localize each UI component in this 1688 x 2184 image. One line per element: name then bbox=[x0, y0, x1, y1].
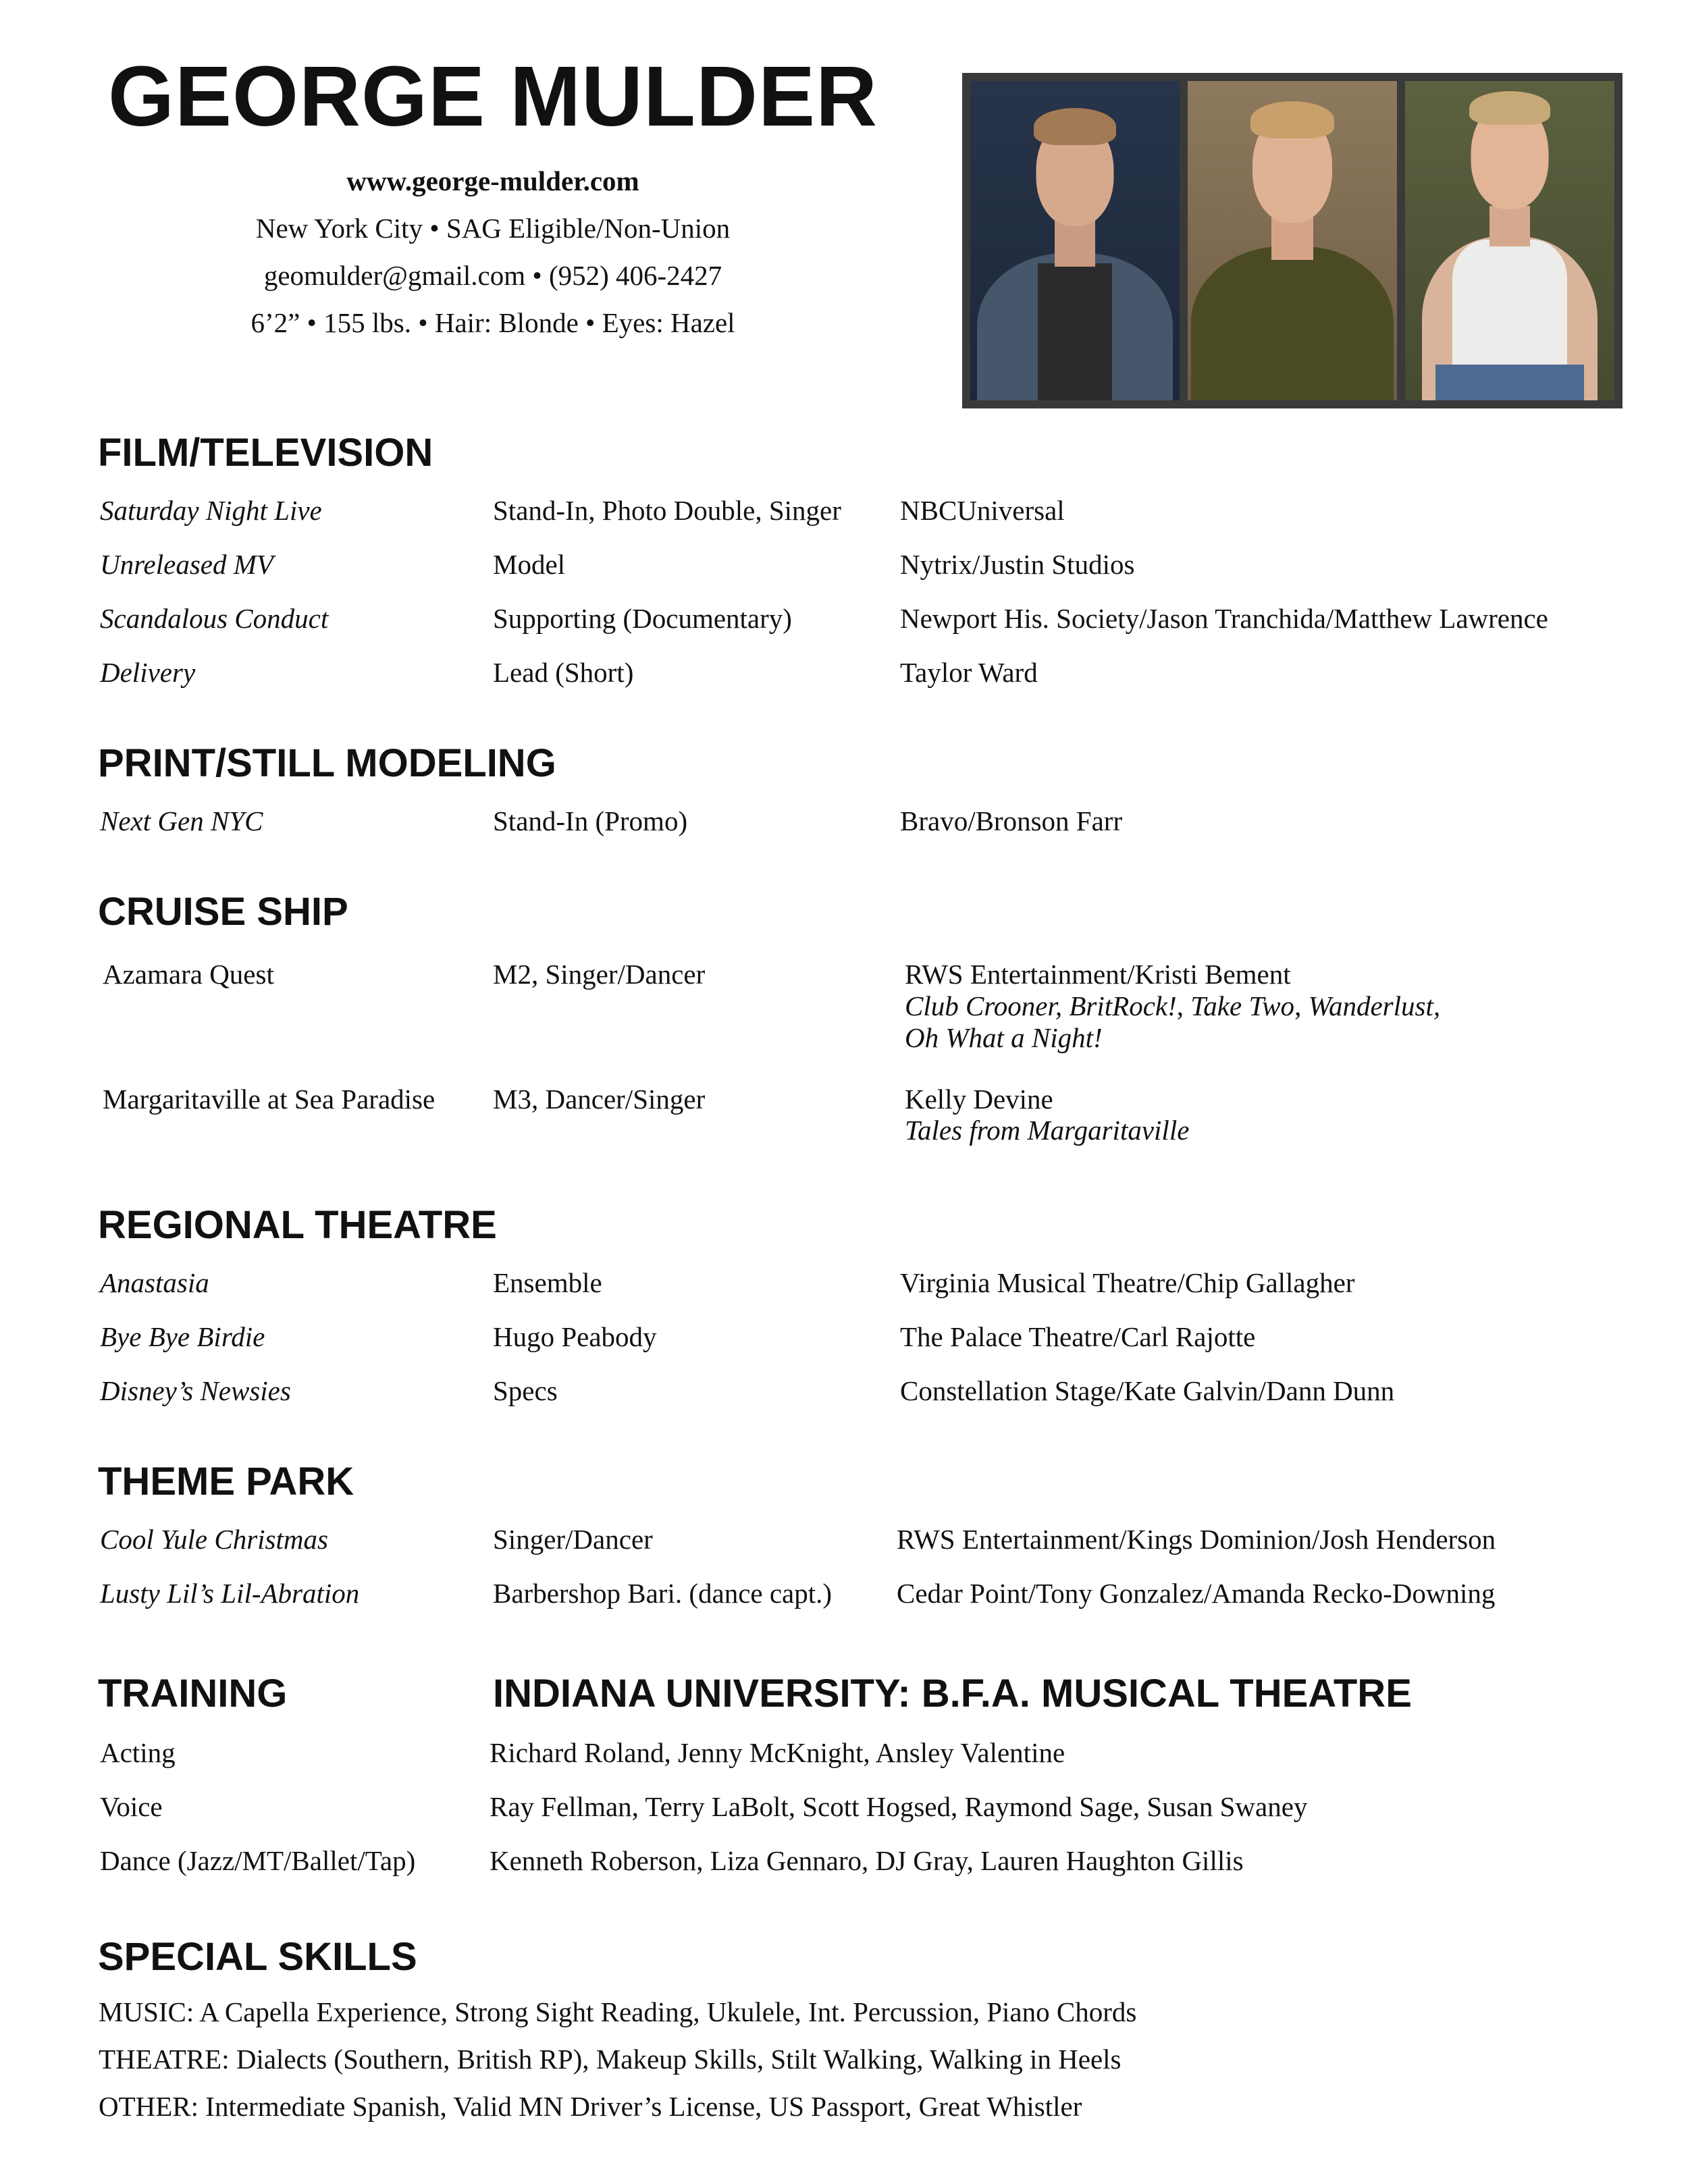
credit-title: Bye Bye Birdie bbox=[100, 1321, 265, 1352]
credit-title: Cool Yule Christmas bbox=[100, 1524, 328, 1555]
credit-title: Next Gen NYC bbox=[100, 805, 263, 836]
credit-company: Newport His. Society/Jason Tranchida/Matthew Lawrence bbox=[900, 603, 1548, 634]
section-heading-skills: SPECIAL SKILLS bbox=[98, 1935, 417, 1979]
skills-line-music: MUSIC: A Capella Experience, Strong Sight Reading, Ukulele, Int. Percussion, Piano Chords bbox=[99, 1996, 1137, 2027]
credit-role: M2, Singer/Dancer bbox=[493, 959, 706, 990]
headshot-photo-2 bbox=[1188, 81, 1397, 400]
headshot-photo-1 bbox=[970, 81, 1180, 400]
credit-company: RWS Entertainment/Kristi Bement bbox=[905, 959, 1291, 990]
credit-role: Stand-In, Photo Double, Singer bbox=[493, 495, 841, 526]
credit-title: Lusty Lil’s Lil-Abration bbox=[100, 1578, 360, 1609]
training-school: INDIANA UNIVERSITY: B.F.A. MUSICAL THEATRE bbox=[493, 1672, 1412, 1715]
section-heading-film-tv: FILM/TELEVISION bbox=[98, 431, 433, 475]
training-area: Acting bbox=[100, 1737, 176, 1768]
headshot-strip bbox=[962, 73, 1623, 408]
section-heading-theme-park: THEME PARK bbox=[98, 1460, 354, 1503]
credit-company: Nytrix/Justin Studios bbox=[900, 549, 1135, 580]
credit-company: Kelly Devine bbox=[905, 1084, 1053, 1115]
credit-company: RWS Entertainment/Kings Dominion/Josh Henderson bbox=[897, 1524, 1496, 1555]
skills-line-theatre: THEATRE: Dialects (Southern, British RP), Makeup Skills, Stilt Walking, Walking in Heels bbox=[99, 2044, 1122, 2075]
headshot-photo-3 bbox=[1405, 81, 1614, 400]
credit-title: Disney’s Newsies bbox=[100, 1375, 291, 1406]
credit-role: Model bbox=[493, 549, 566, 580]
physical-stats: 6’2” • 155 lbs. • Hair: Blonde • Eyes: Hazel bbox=[250, 307, 735, 338]
credit-company: Cedar Point/Tony Gonzalez/Amanda Recko-Downing bbox=[897, 1578, 1496, 1609]
location-union-status: New York City • SAG Eligible/Non-Union bbox=[255, 213, 731, 244]
section-heading-cruise: CRUISE SHIP bbox=[98, 890, 348, 934]
credit-role: Singer/Dancer bbox=[493, 1524, 653, 1555]
credit-company: Bravo/Bronson Farr bbox=[900, 805, 1123, 836]
training-teachers: Ray Fellman, Terry LaBolt, Scott Hogsed, Raymond Sage, Susan Swaney bbox=[490, 1791, 1308, 1822]
credit-role: Stand-In (Promo) bbox=[493, 805, 688, 836]
credit-title: Delivery bbox=[100, 657, 196, 688]
credit-title: Anastasia bbox=[100, 1267, 209, 1298]
resume-name: GEORGE MULDER bbox=[107, 49, 878, 144]
email-phone: geomulder@gmail.com • (952) 406-2427 bbox=[263, 260, 722, 291]
credit-title: Unreleased MV bbox=[100, 549, 273, 580]
credit-title: Margaritaville at Sea Paradise bbox=[103, 1084, 436, 1115]
credit-role: M3, Dancer/Singer bbox=[493, 1084, 706, 1115]
credit-role: Barbershop Bari. (dance capt.) bbox=[493, 1578, 833, 1609]
section-heading-print: PRINT/STILL MODELING bbox=[98, 741, 556, 785]
skills-line-other: OTHER: Intermediate Spanish, Valid MN Driver’s License, US Passport, Great Whistler bbox=[99, 2091, 1082, 2122]
section-heading-regional: REGIONAL THEATRE bbox=[98, 1203, 497, 1247]
show-list: Club Crooner, BritRock!, Take Two, Wanderlust, bbox=[905, 990, 1441, 1021]
show-list: Tales from Margaritaville bbox=[905, 1115, 1190, 1146]
credit-role: Hugo Peabody bbox=[493, 1321, 657, 1352]
section-heading-training: TRAINING bbox=[98, 1672, 288, 1715]
training-area: Dance (Jazz/MT/Ballet/Tap) bbox=[100, 1845, 416, 1876]
credit-company: Constellation Stage/Kate Galvin/Dann Dunn bbox=[900, 1375, 1395, 1406]
training-area: Voice bbox=[100, 1791, 163, 1822]
credit-role: Supporting (Documentary) bbox=[493, 603, 792, 634]
credit-role: Specs bbox=[493, 1375, 558, 1406]
training-teachers: Richard Roland, Jenny McKnight, Ansley Valentine bbox=[490, 1737, 1065, 1768]
website-link[interactable]: www.george-mulder.com bbox=[346, 165, 639, 196]
credit-title: Azamara Quest bbox=[103, 959, 274, 990]
credit-title: Saturday Night Live bbox=[100, 495, 322, 526]
credit-role: Lead (Short) bbox=[493, 657, 634, 688]
credit-company: NBCUniversal bbox=[900, 495, 1065, 526]
credit-role: Ensemble bbox=[493, 1267, 602, 1298]
credit-title: Scandalous Conduct bbox=[100, 603, 329, 634]
credit-company: Virginia Musical Theatre/Chip Gallagher bbox=[900, 1267, 1355, 1298]
credit-company: The Palace Theatre/Carl Rajotte bbox=[900, 1321, 1256, 1352]
show-list: Oh What a Night! bbox=[905, 1022, 1103, 1053]
credit-company: Taylor Ward bbox=[900, 657, 1038, 688]
training-teachers: Kenneth Roberson, Liza Gennaro, DJ Gray, Lauren Haughton Gillis bbox=[490, 1845, 1244, 1876]
